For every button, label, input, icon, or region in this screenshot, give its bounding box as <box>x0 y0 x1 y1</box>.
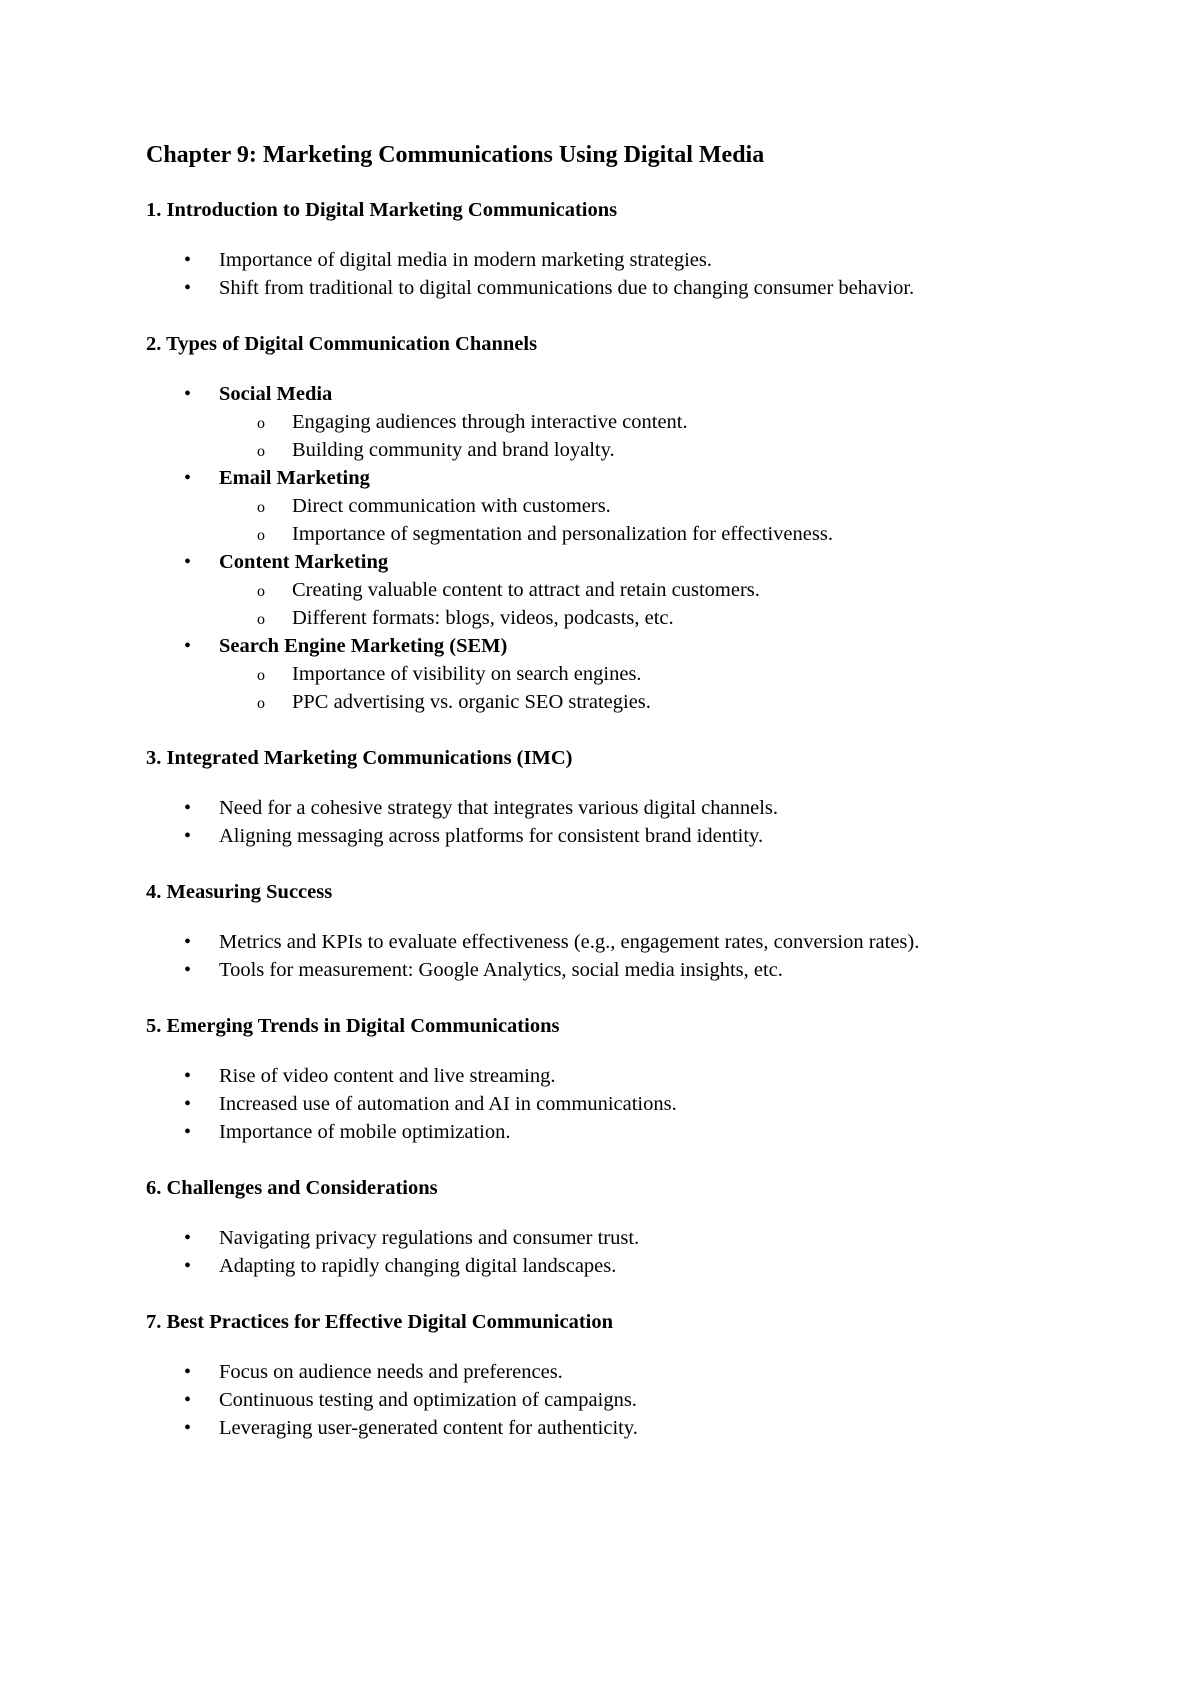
section-heading: 2. Types of Digital Communication Channels <box>146 333 538 355</box>
list-item-text: Email Marketing <box>219 467 370 489</box>
sub-bullet-list <box>219 660 1106 716</box>
list-item <box>146 274 1106 302</box>
list-item <box>146 1414 1106 1442</box>
sub-bullet-icon: o <box>257 667 265 684</box>
section <box>146 1308 1106 1442</box>
bullet-icon: • <box>184 551 192 573</box>
list-item <box>146 1062 1106 1090</box>
list-item <box>146 464 1106 548</box>
list-item <box>146 794 1106 822</box>
sub-list-item <box>219 604 1106 632</box>
section-heading: 7. Best Practices for Effective Digital Communication <box>146 1311 614 1333</box>
bullet-icon: • <box>184 1361 192 1383</box>
list-item-text: Navigating privacy regulations and consumer trust. <box>219 1227 640 1249</box>
sub-list-item-text: Different formats: blogs, videos, podcasts, etc. <box>292 607 674 629</box>
bullet-list <box>146 380 1106 716</box>
sub-bullet-icon: o <box>257 583 265 600</box>
list-item <box>146 1224 1106 1252</box>
section-heading: 5. Emerging Trends in Digital Communications <box>146 1015 560 1037</box>
bullet-icon: • <box>184 1255 192 1277</box>
bullet-icon: • <box>184 383 192 405</box>
sub-bullet-icon: o <box>257 527 265 544</box>
bullet-icon: • <box>184 1389 192 1411</box>
bullet-icon: • <box>184 797 192 819</box>
list-item <box>146 246 1106 274</box>
list-item <box>146 822 1106 850</box>
list-item <box>146 632 1106 716</box>
sub-list-item-text: Engaging audiences through interactive content. <box>292 411 688 433</box>
bullet-icon: • <box>184 959 192 981</box>
sub-bullet-icon: o <box>257 611 265 628</box>
list-item-text: Leveraging user-generated content for authenticity. <box>219 1417 638 1439</box>
sub-bullet-list <box>219 492 1106 548</box>
sub-bullet-icon: o <box>257 443 265 460</box>
list-item-text: Continuous testing and optimization of campaigns. <box>219 1389 637 1411</box>
list-item-text: Content Marketing <box>219 551 389 573</box>
bullet-icon: • <box>184 1227 192 1249</box>
bullet-icon: • <box>184 1121 192 1143</box>
list-item-text: Increased use of automation and AI in communications. <box>219 1093 677 1115</box>
sub-bullet-icon: o <box>257 499 265 516</box>
list-item-text: Shift from traditional to digital communications due to changing consumer behavior. <box>219 277 915 299</box>
bullet-icon: • <box>184 249 192 271</box>
list-item <box>146 1252 1106 1280</box>
section <box>146 1174 1106 1280</box>
section <box>146 330 1106 716</box>
list-item-text: Search Engine Marketing (SEM) <box>219 635 508 657</box>
sub-list-item <box>219 408 1106 436</box>
list-item-text: Focus on audience needs and preferences. <box>219 1361 563 1383</box>
section-heading: 3. Integrated Marketing Communications (IMC) <box>146 747 573 769</box>
list-item <box>146 1118 1106 1146</box>
list-item <box>146 928 1106 956</box>
list-item-text: Need for a cohesive strategy that integrates various digital channels. <box>219 797 778 819</box>
section <box>146 1012 1106 1146</box>
sub-list-item <box>219 492 1106 520</box>
sub-list-item <box>219 660 1106 688</box>
bullet-list <box>146 928 1106 984</box>
sub-list-item <box>219 688 1106 716</box>
sub-list-item-text: PPC advertising vs. organic SEO strategies. <box>292 691 651 713</box>
section <box>146 878 1106 984</box>
section <box>146 744 1106 850</box>
bullet-list <box>146 1224 1106 1280</box>
list-item-text: Tools for measurement: Google Analytics, social media insights, etc. <box>219 959 783 981</box>
list-item <box>146 1358 1106 1386</box>
list-item-text: Metrics and KPIs to evaluate effectiveness (e.g., engagement rates, conversion rates). <box>219 931 920 953</box>
sub-list-item-text: Direct communication with customers. <box>292 495 611 517</box>
list-item-text: Aligning messaging across platforms for consistent brand identity. <box>219 825 764 847</box>
section-heading: 4. Measuring Success <box>146 881 333 903</box>
list-item-text: Rise of video content and live streaming. <box>219 1065 556 1087</box>
section <box>146 196 1106 302</box>
bullet-icon: • <box>184 467 192 489</box>
bullet-icon: • <box>184 1417 192 1439</box>
section-heading: 1. Introduction to Digital Marketing Communications <box>146 199 618 221</box>
bullet-list <box>146 1062 1106 1146</box>
list-item <box>146 1386 1106 1414</box>
sub-list-item-text: Importance of segmentation and personalization for effectiveness. <box>292 523 833 545</box>
list-item <box>146 1090 1106 1118</box>
sub-bullet-list <box>219 408 1106 464</box>
list-item-text: Importance of digital media in modern marketing strategies. <box>219 249 712 271</box>
list-item <box>146 956 1106 984</box>
list-item <box>146 548 1106 632</box>
list-item <box>146 380 1106 464</box>
sub-list-item-text: Creating valuable content to attract and retain customers. <box>292 579 760 601</box>
bullet-icon: • <box>184 931 192 953</box>
list-item-text: Adapting to rapidly changing digital landscapes. <box>219 1255 617 1277</box>
bullet-list <box>146 794 1106 850</box>
bullet-icon: • <box>184 825 192 847</box>
bullet-icon: • <box>184 1093 192 1115</box>
sub-bullet-icon: o <box>257 695 265 712</box>
list-item-text: Social Media <box>219 383 333 405</box>
sub-bullet-list <box>219 576 1106 632</box>
sub-list-item-text: Building community and brand loyalty. <box>292 439 615 461</box>
bullet-icon: • <box>184 1065 192 1087</box>
bullet-icon: • <box>184 277 192 299</box>
sub-list-item <box>219 436 1106 464</box>
sub-list-item-text: Importance of visibility on search engines. <box>292 663 642 685</box>
sub-list-item <box>219 576 1106 604</box>
document-body <box>146 140 1106 1470</box>
bullet-list <box>146 246 1106 302</box>
list-item-text: Importance of mobile optimization. <box>219 1121 511 1143</box>
section-heading: 6. Challenges and Considerations <box>146 1177 438 1199</box>
sub-list-item <box>219 520 1106 548</box>
sub-bullet-icon: o <box>257 415 265 432</box>
section-list <box>146 196 1106 1442</box>
page-title: Chapter 9: Marketing Communications Using Digital Media <box>146 142 765 168</box>
bullet-icon: • <box>184 635 192 657</box>
bullet-list <box>146 1358 1106 1442</box>
